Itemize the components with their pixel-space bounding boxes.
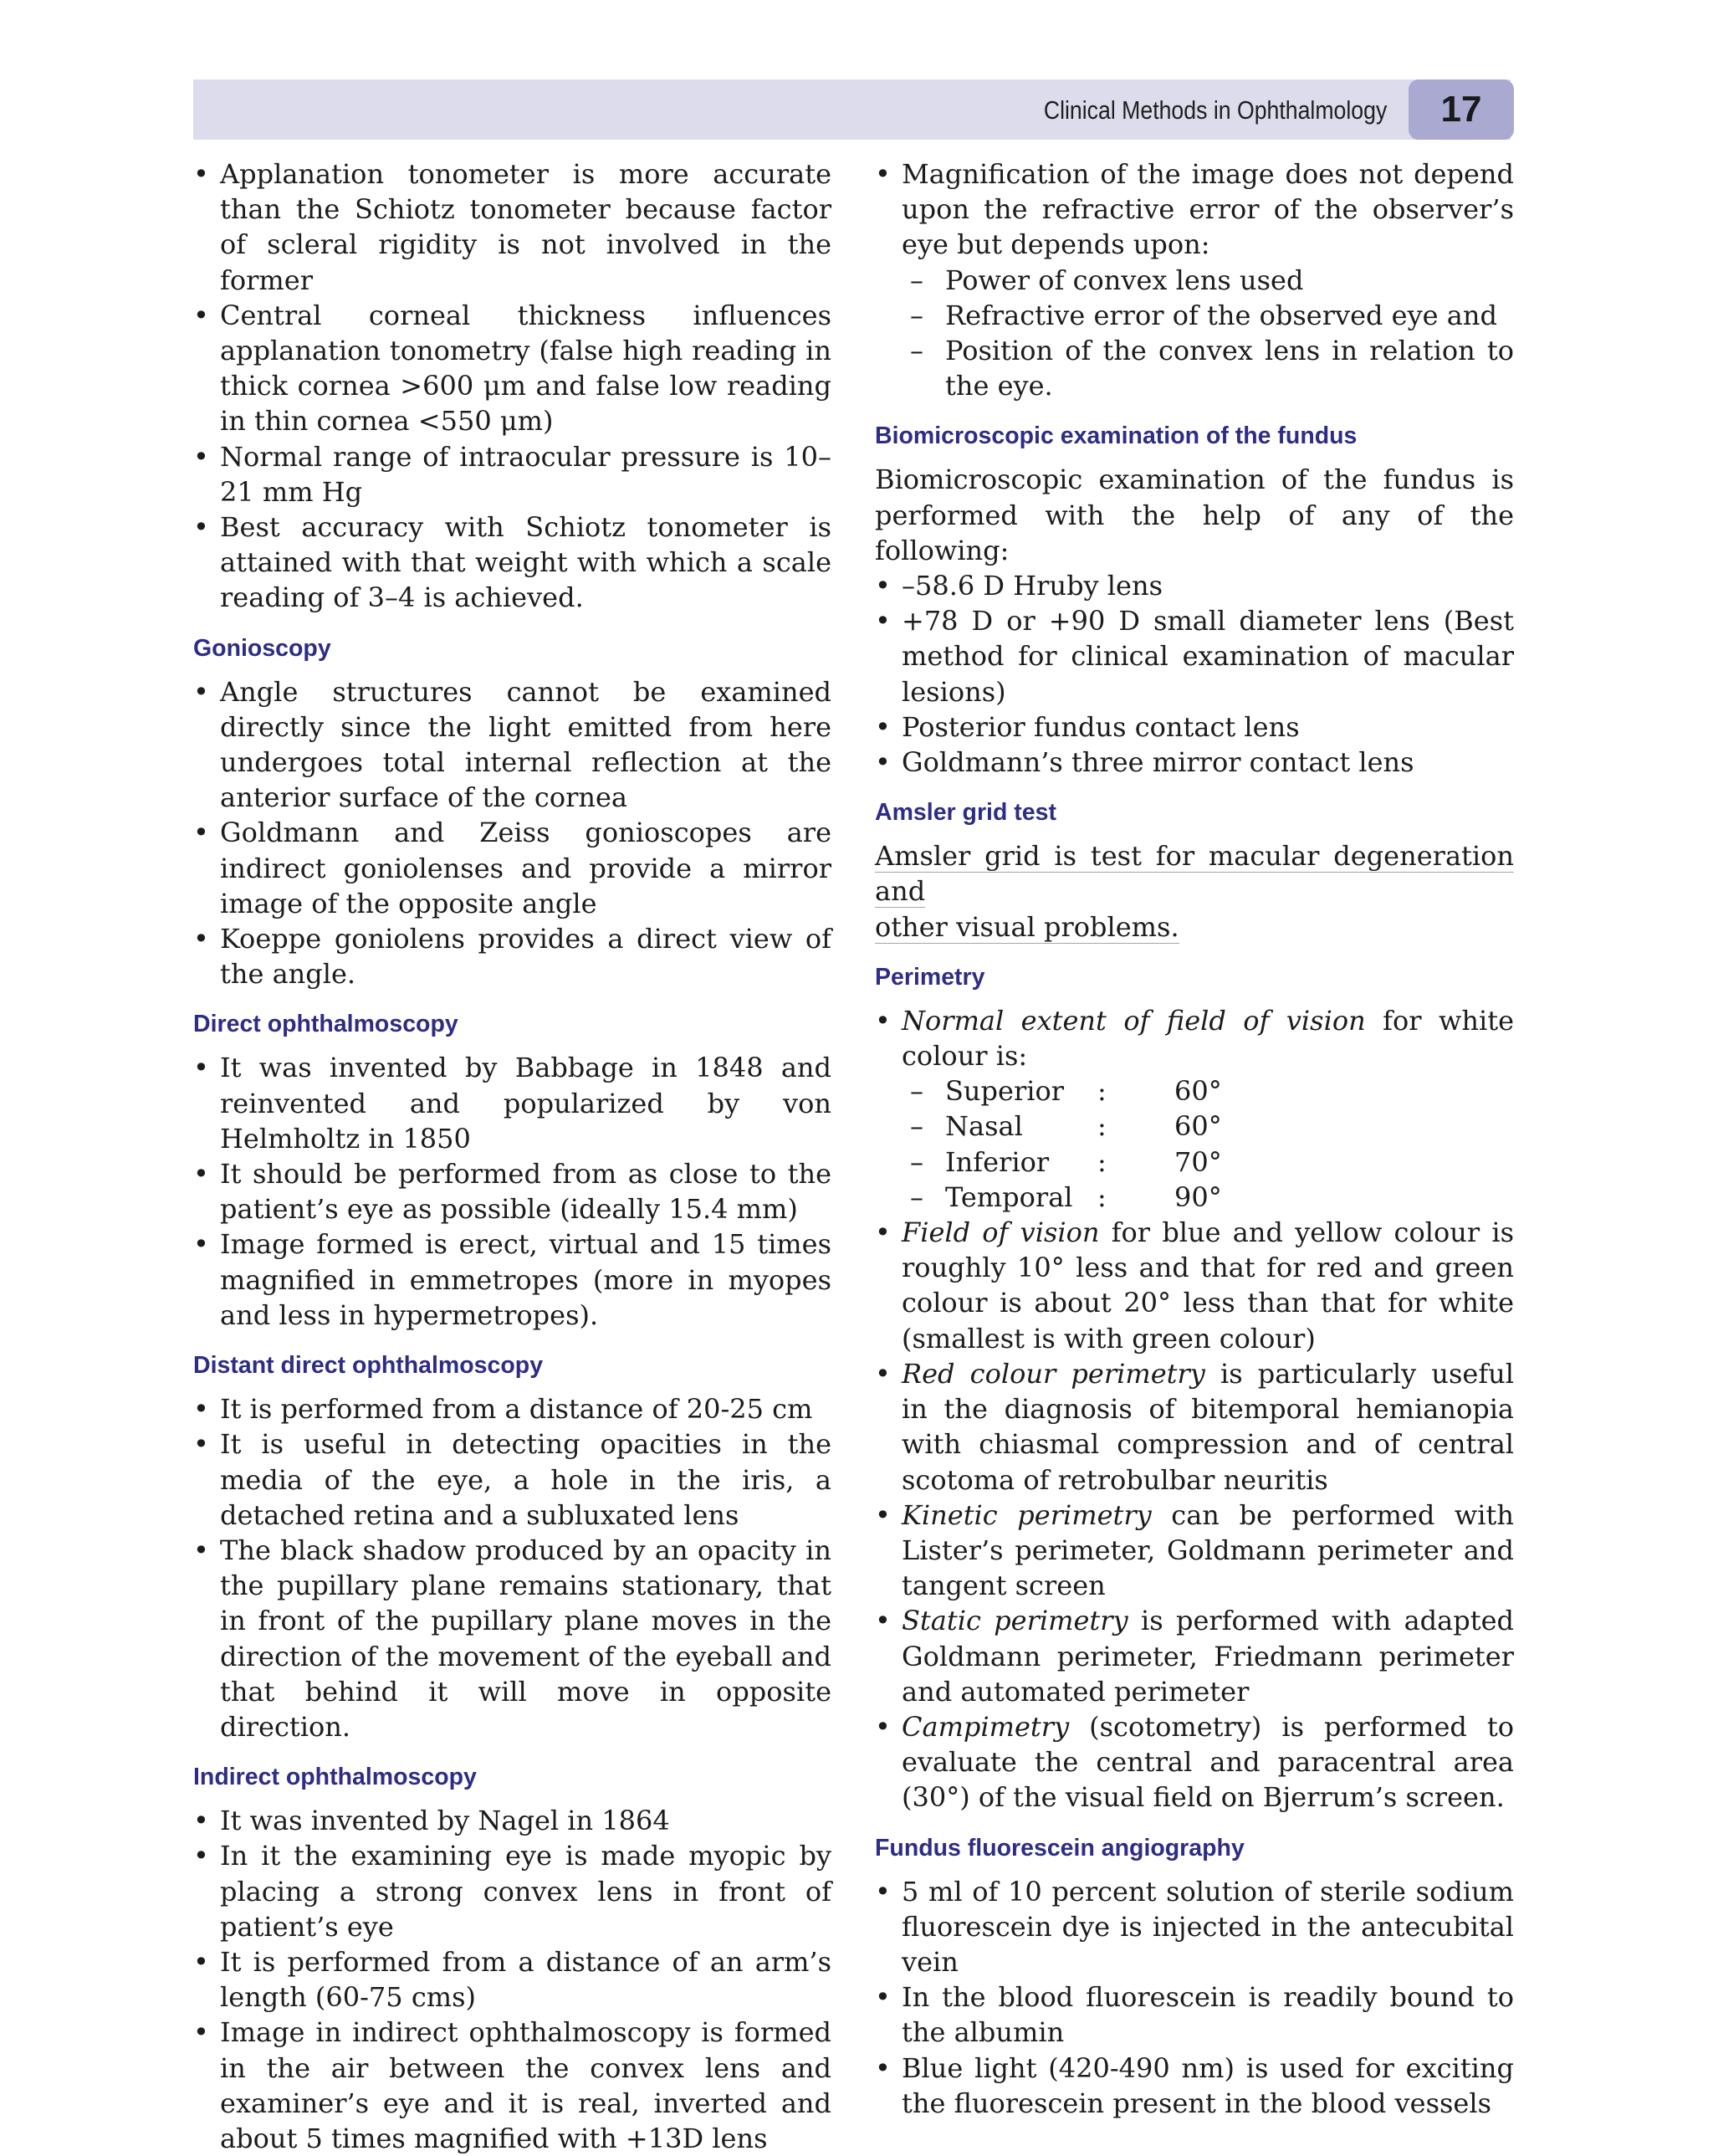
amsler-line-2: other visual problems. (875, 910, 1179, 943)
field-extent-table (902, 1073, 1514, 1215)
term: Static perimetry (902, 1605, 1128, 1637)
list-item: • It was invented by Babbage in 1848 and reinvented and popularized by von Helmholtz in 1850 (193, 1050, 831, 1156)
list-item: • Koeppe goniolens provides a direct view of the angle. (193, 921, 831, 991)
extent-row: – Superior : 60° (902, 1073, 1514, 1109)
magnification-sublist (902, 263, 1514, 404)
biomicroscopic-intro: Biomicroscopic examination of the fundus is performed with the help of any of the following: (875, 463, 1514, 566)
term: Normal extent of field of vision (902, 1004, 1366, 1037)
list-item: • Kinetic perimetry can be performed with Lister’s perimeter, Goldmann perimeter and tangent screen (875, 1498, 1514, 1604)
list-item: • Best accuracy with Schiotz tonometer is attained with that weight with which a scale reading of 3–4 is achieved. (193, 510, 831, 616)
magnification-list (875, 156, 1514, 403)
distant-direct-list (193, 1391, 831, 1744)
gonioscopy-list (193, 674, 831, 992)
section-heading-ffa: Fundus fluorescein angiography (875, 1834, 1245, 1862)
section-heading-indirect-ophthalmoscopy: Indirect ophthalmoscopy (193, 1764, 477, 1791)
extent-row: – Nasal : 60° (902, 1109, 1514, 1144)
section-heading-perimetry: Perimetry (875, 963, 985, 991)
ffa-list (875, 1874, 1514, 2121)
list-item: • Goldmann and Zeiss gonioscopes are indirect goniolenses and provide a mirror image of the opposite angle (193, 815, 831, 921)
list-item: • Angle structures cannot be examined directly since the light emitted from here undergoes total internal reflection at the anterior surface of the cornea (193, 674, 831, 816)
term: Kinetic perimetry (902, 1498, 1152, 1531)
direct-ophthalmoscopy-list (193, 1050, 831, 1333)
sub-list-item: – Position of the convex lens in relation to the eye. (902, 333, 1514, 403)
section-heading-direct-ophthalmoscopy: Direct ophthalmoscopy (193, 1011, 458, 1038)
list-item: • It should be performed from as close to the patient’s eye as possible (ideally 15.4 mm) (193, 1156, 831, 1227)
section-heading-biomicroscopic: Biomicroscopic examination of the fundus (875, 422, 1358, 450)
right-column (875, 156, 1514, 2121)
list-item: • In it the examining eye is made myopic by placing a strong convex lens in front of patient’s eye (193, 1838, 831, 1944)
list-item: • Static perimetry is performed with adapted Goldmann perimeter, Friedmann perimeter and automated perimeter (875, 1603, 1514, 1709)
page-number: 17 (1409, 79, 1514, 140)
list-item: • Central corneal thickness influences applanation tonometry (false high reading in thick cornea >600 μm and false low reading in thin cornea <550 μm) (193, 298, 831, 439)
list-item: • It is performed from a distance of an arm’s length (60-75 cms) (193, 1944, 831, 2015)
sub-list-item: – Refractive error of the observed eye and (902, 298, 1514, 333)
left-column (193, 156, 831, 2156)
list-item: • Campimetry (scotometry) is performed to evaluate the central and paracentral area (30°) of the visual field on Bjerrum’s screen. (875, 1709, 1514, 1815)
list-item: • Image in indirect ophthalmoscopy is formed in the air between the convex lens and examiner’s eye and it is real, inverted and about 5 times magnified with +13D lens (193, 2015, 831, 2156)
section-heading-distant-direct: Distant direct ophthalmoscopy (193, 1352, 544, 1380)
indirect-ophthalmoscopy-list (193, 1803, 831, 2156)
list-item: • It is useful in detecting opacities in the media of the eye, a hole in the iris, a detached retina and a subluxated lens (193, 1426, 831, 1533)
list-item: • 5 ml of 10 percent solution of sterile sodium fluorescein dye is injected in the antecubital vein (875, 1874, 1514, 1980)
section-heading-gonioscopy: Gonioscopy (193, 634, 331, 662)
list-item: • Goldmann’s three mirror contact lens (875, 745, 1514, 780)
magnification-text: Magnification of the image does not depend upon the refractive error of the observer’s eye but depends upon: (902, 158, 1514, 261)
list-item: • It is performed from a distance of 20-25 cm (193, 1391, 831, 1426)
list-item: • It was invented by Nagel in 1864 (193, 1803, 831, 1838)
sub-list-item: – Power of convex lens used (902, 263, 1514, 298)
list-item: • Applanation tonometer is more accurate than the Schiotz tonometer because factor of scleral rigidity is not involved in the former (193, 156, 831, 298)
section-heading-amsler: Amsler grid test (875, 799, 1056, 827)
list-item: • Normal range of intraocular pressure is 10–21 mm Hg (193, 439, 831, 510)
term: Red colour perimetry (902, 1357, 1205, 1390)
running-header-title: Clinical Methods in Ophthalmology (1043, 95, 1387, 125)
list-item (875, 156, 1514, 403)
list-item: • The black shadow produced by an opacity in the pupillary plane remains stationary, that in front of the pupillary plane moves in the direction of the movement of the eyeball and that behind it will move in opposite direction. (193, 1533, 831, 1744)
extent-row: – Temporal : 90° (902, 1180, 1514, 1215)
tonometry-list (193, 156, 831, 616)
perimetry-list (875, 1003, 1514, 1815)
list-item: • Posterior fundus contact lens (875, 709, 1514, 745)
term: Field of vision (902, 1216, 1100, 1249)
biomicroscopic-list (875, 568, 1514, 780)
list-item: • Image formed is erect, virtual and 15 times magnified in emmetropes (more in myopes and less in hypermetropes). (193, 1227, 831, 1333)
extent-row: – Inferior : 70° (902, 1145, 1514, 1180)
list-item: • Red colour perimetry is particularly useful in the diagnosis of bitemporal hemianopia with chiasmal compression and of central scotoma of retrobulbar neuritis (875, 1356, 1514, 1498)
list-item: • Blue light (420-490 nm) is used for exciting the fluorescein present in the blood vessels (875, 2051, 1514, 2121)
list-item: • Field of vision for blue and yellow colour is roughly 10° less and that for red and green colour is about 20° less than that for white (smallest is with green colour) (875, 1215, 1514, 1356)
list-item: • In the blood fluorescein is readily bound to the albumin (875, 1979, 1514, 2050)
list-item: • +78 D or +90 D small diameter lens (Best method for clinical examination of macular lesions) (875, 603, 1514, 709)
amsler-line-1: Amsler grid is test for macular degeneration and (875, 840, 1514, 908)
term: Campimetry (902, 1710, 1070, 1743)
list-item: • –58.6 D Hruby lens (875, 568, 1514, 603)
list-item: • Normal extent of field of vision for white colour is: – Superior : 60° – Nasal : 60° – Inferior : 70° – Temporal : 90° (875, 1003, 1514, 1215)
